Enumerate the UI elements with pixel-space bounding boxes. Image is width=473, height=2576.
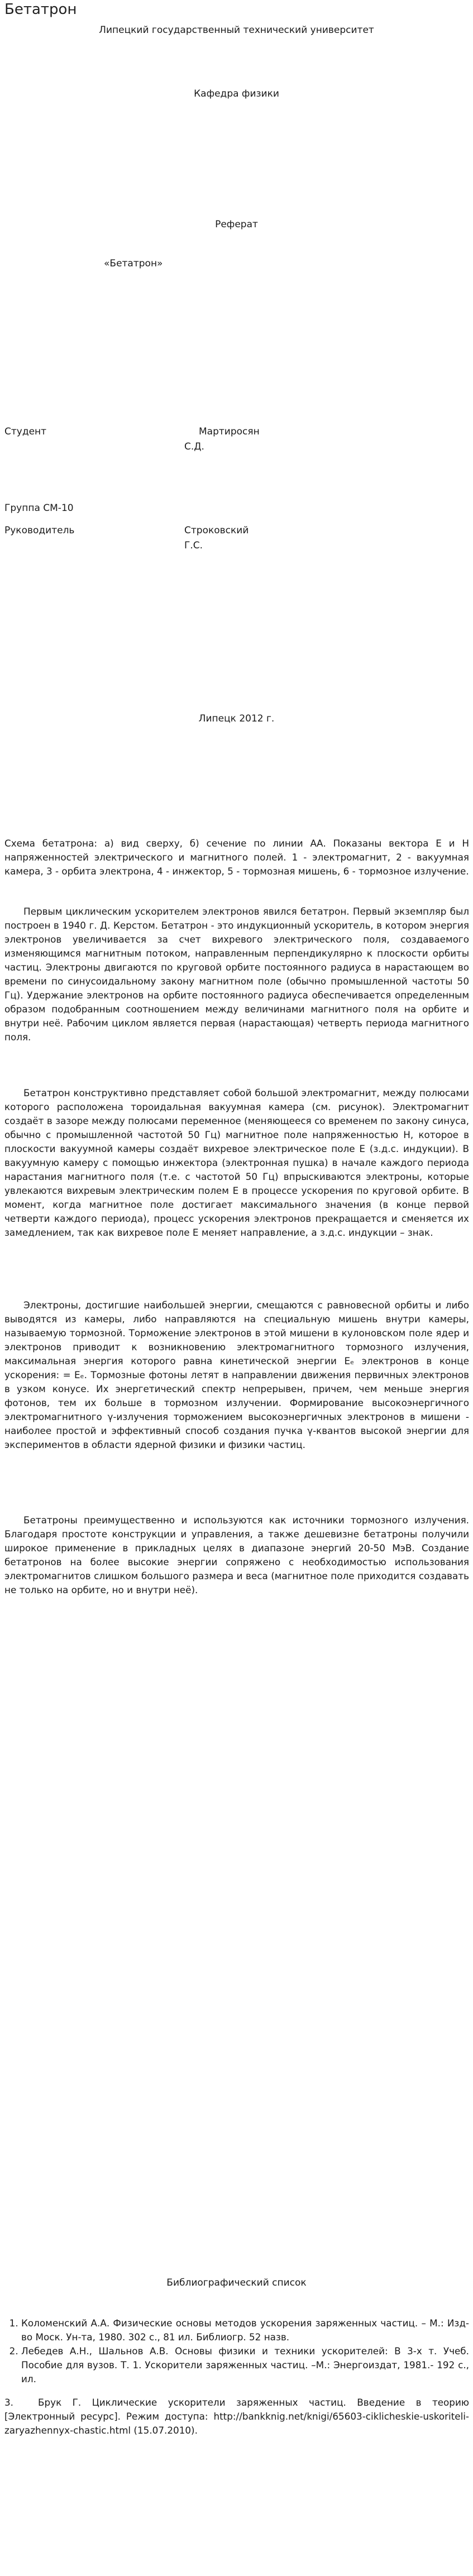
- supervisor-name: Строковский: [184, 525, 249, 536]
- group-number: Группа СМ-10: [4, 503, 74, 514]
- supervisor-label: Руководитель: [4, 525, 75, 536]
- student-initials: С.Д.: [184, 441, 204, 452]
- bibliography-heading: Библиографический список: [166, 2277, 307, 2288]
- bibliography-list: [4, 2316, 469, 2386]
- paragraph-electrons: Электроны, достигшие наибольшей энергии, смещаются с равновесной орбиты и либо выводятся из камеры, либо направляются на специальную мишень внутри камеры, называемую тормозной. Торможение электронов в этой мишени в кулоновском поле ядер и электронов приводит к возникновению электромагнитного тормозного излучения, максимальная энергия которого равна кинетической энергии Eₑ электронов в конце ускорения: = Eₑ. Тормозные фотоны летят в направлении движения первичных электронов в узком конусе. Их энергетический спектр непрерывен, причем, чем меньше энергия фотонов, тем их больше в тормозном излучении. Формирование высокоэнергичного электромагнитного γ-излучения торможением высокоэнергичных электронов в мишени - наиболее простой и эффективный способ создания пучка γ-квантов высокой энергии для экспериментов в области ядерной физики и физики частиц.: [4, 1299, 469, 1450]
- bibliography-item-3: [4, 2396, 469, 2438]
- topic-title: «Бетатрон»: [104, 258, 163, 269]
- supervisor-initials: Г.С.: [184, 540, 203, 551]
- department-name: Кафедра физики: [194, 88, 279, 99]
- paragraph-intro: Первым циклическим ускорителем электронов явился бетатрон. Первый экземпляр был построен в 1940 г. Д. Керстом. Бетатрон - это индукционный ускоритель, в котором энергия электронов увеличивается за счет вихревого электрического поля, создаваемого изменяющимся магнитным потоком, направленным перпендикулярно к плоскости орбиты частиц. Электроны двигаются по круговой орбите постоянного радиуса в нарастающем во времени по синусоидальному закону магнитном поле (обычно промышленной частоты 50 Гц). Удержание электронов на орбите постоянного радиуса обеспечивается определенным образом подобранным соотношением между величинами магнитного поля на орбите и внутри неё. Рабочим циклом является первая (нарастающая) четверть периода магнитного поля.: [4, 906, 469, 1043]
- paragraph-applications: Бетатроны преимущественно и используются как источники тормозного излучения. Благодаря простоте конструкции и управления, а также дешевизне бетатроны получили широкое применение в прикладных целях в диапазоне энергий 20-50 МэВ. Создание бетатронов на более высокие энергии сопряжено с необходимостью использования электромагнитов слишком большого размера и веса (магнитное поле приходится создавать не только на орбите, но и внутри неё).: [4, 1514, 469, 1595]
- student-label: Студент: [4, 426, 47, 437]
- figure-caption-paragraph: Схема бетатрона: а) вид сверху, б) сечение по линии АА. Показаны вектора E и H напряженностей электрического и магнитного полей. 1 - электромагнит, 2 - вакуумная камера, 3 - орбита электрона, 4 - инжектор, 5 - тормозная мишень, 6 - тормозное излучение.: [4, 838, 469, 877]
- document-type: Реферат: [215, 219, 258, 230]
- university-name: Липецкий государственный технический университет: [99, 25, 374, 36]
- student-name: Мартиросян: [199, 426, 260, 437]
- page-title: Бетатрон: [4, 1, 77, 18]
- bibliography-item-number: 3.: [4, 2397, 14, 2408]
- bibliography-item-text: Брук Г. Циклические ускорители заряженных частиц. Введение в теорию [Электронный ресурс]. Режим доступа: http://bankknig.net/knigi/65603-ciklicheskie-uskoriteli-zaryazhennyx-chastic.html (15.07.2010).: [4, 2397, 469, 2436]
- paragraph-construction: Бетатрон конструктивно представляет собой большой электромагнит, между полюсами которого расположена тороидальная вакуумная камера (см. рисунок). Электромагнит создаёт в зазоре между полюсами переменное (меняющееся со временем по закону синуса, обычно с промышленной частотой 50 Гц) магнитное поле напряженностью H, которое в плоскости вакуумной камеры создаёт вихревое электрическое поле E (з.д.с. индукции). В вакуумную камеру с помощью инжектора (электронная пушка) в начале каждого периода нарастания магнитного поля (т.е. с частотой 50 Гц) впрыскиваются электроны, которые увлекаются вихревым электрическим полем E в процессе ускорения по круговой орбите. В момент, когда магнитное поле достигает максимального значения (в конце первой четверти каждого периода), процесс ускорения электронов прекращается и сменяется их замедлением, так как вихревое поле E меняет направление, а з.д.с. индукции – знак.: [4, 1087, 469, 1238]
- city-year: Липецк 2012 г.: [198, 713, 275, 724]
- bibliography-item: 2. Лебедев А.Н., Шальнов А.В. Основы физики и техники ускорителей: В 3-х т. Учеб. Пособие для вузов. Т. 1. Ускорители заряженных частиц. –М.: Энергоиздат, 1981.- 192 с., ил.: [21, 2344, 469, 2386]
- bibliography-item: 1. Коломенский А.А. Физические основы методов ускорения заряженных частиц. – М.: Изд-во Моск. Ун-та, 1980. 302 с., 81 ил. Библиогр. 52 назв.: [21, 2316, 469, 2344]
